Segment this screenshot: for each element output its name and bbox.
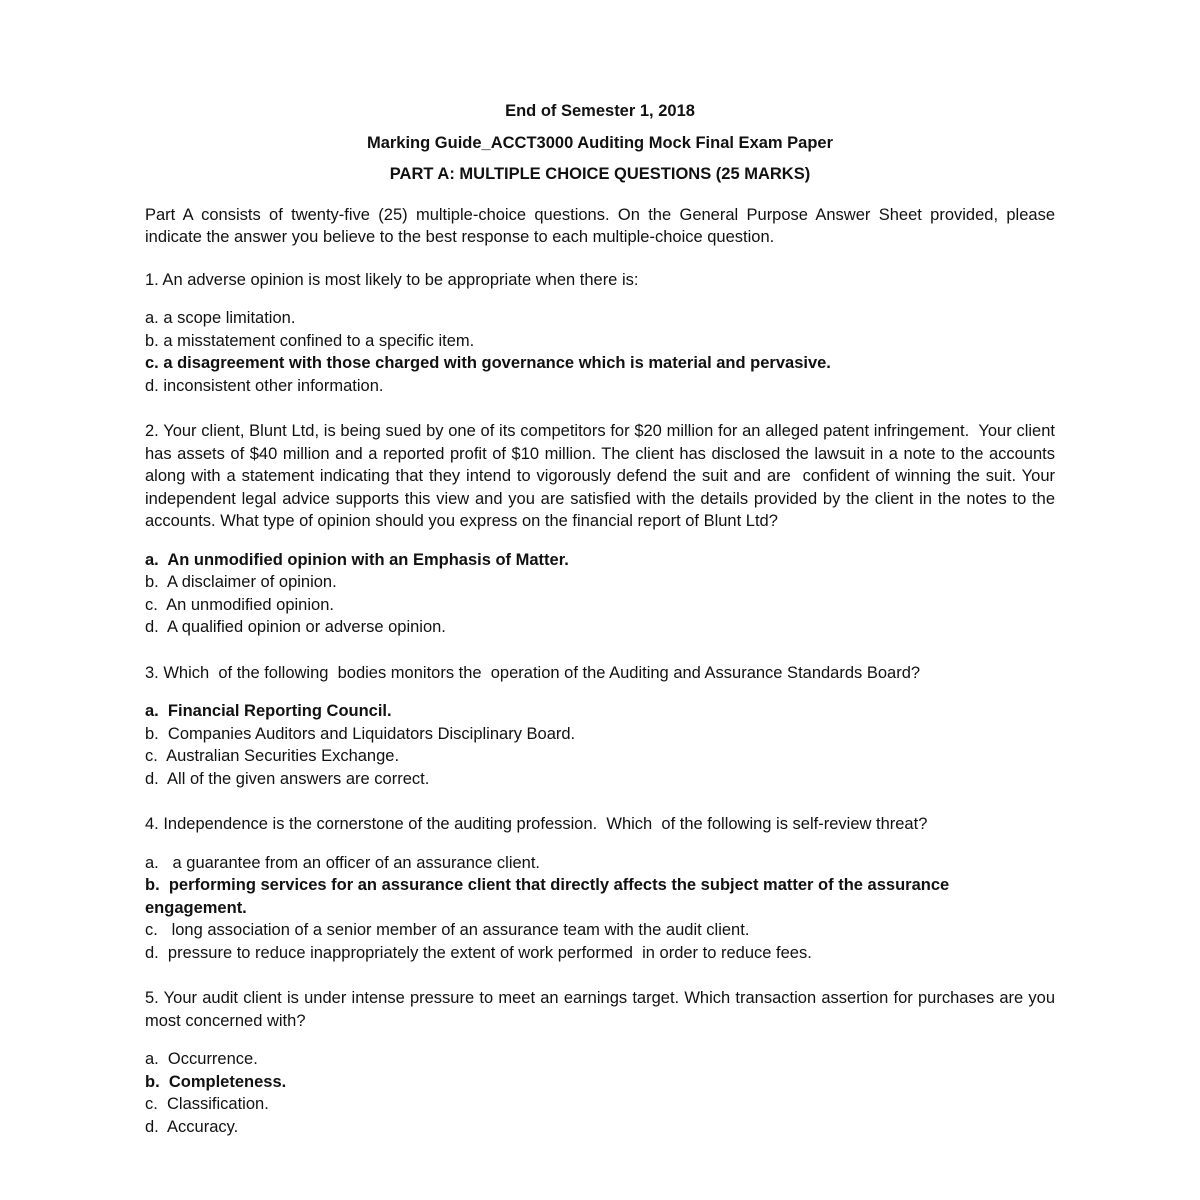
- document-date-heading: End of Semester 1, 2018: [505, 102, 695, 120]
- question-text: 1. An adverse opinion is most likely to be appropriate when there is:: [145, 270, 639, 289]
- answer-option: d. inconsistent other information.: [145, 376, 384, 395]
- answer-option: b. a misstatement confined to a specific item.: [145, 331, 475, 350]
- question-text: 3. Which of the following bodies monitors the operation of the Auditing and Assurance Standards Board?: [145, 663, 921, 682]
- options-list: [145, 852, 1055, 965]
- question-block: [145, 813, 1055, 964]
- answer-option: c. long association of a senior member of an assurance team with the audit client.: [145, 921, 750, 939]
- question-text: 5. Your audit client is under intense pressure to meet an earnings target. Which transaction assertion for purchases are you most concerned with?: [145, 989, 1060, 1030]
- question-text: 4. Independence is the cornerstone of the auditing profession. Which of the following is self-review threat?: [145, 815, 928, 833]
- document-header: [145, 100, 1055, 186]
- answer-option: c. a disagreement with those charged with governance which is material and pervasive.: [145, 354, 831, 372]
- options-list: [145, 1048, 1055, 1138]
- intro-paragraph: Part A consists of twenty-five (25) multiple-choice questions. On the General Purpose Answer Sheet provided, please indicate the answer you believe to the best response to each multiple-choice question.: [145, 205, 1060, 246]
- answer-option: a. Occurrence.: [145, 1050, 258, 1068]
- answer-option: a. Financial Reporting Council.: [145, 702, 392, 720]
- options-list: [145, 549, 1055, 639]
- answer-option: c. Classification.: [145, 1095, 269, 1113]
- answer-option: d. Accuracy.: [145, 1117, 239, 1136]
- answer-option: b. Completeness.: [145, 1072, 287, 1091]
- answer-option: c. An unmodified opinion.: [145, 595, 334, 614]
- document-title: Marking Guide_ACCT3000 Auditing Mock Final Exam Paper: [366, 133, 834, 152]
- section-heading: PART A: MULTIPLE CHOICE QUESTIONS (25 MARKS): [389, 165, 811, 183]
- answer-option: a. a guarantee from an officer of an assurance client.: [145, 853, 541, 872]
- answer-option: b. Companies Auditors and Liquidators Disciplinary Board.: [145, 724, 576, 743]
- answer-option: b. A disclaimer of opinion.: [145, 573, 337, 591]
- answer-option: d. All of the given answers are correct.: [145, 769, 430, 788]
- question-block: [145, 987, 1060, 1138]
- options-list: [145, 307, 1055, 397]
- answer-option: d. A qualified opinion or adverse opinion.: [145, 618, 446, 636]
- question-block: [145, 420, 1060, 639]
- answer-option: a. a scope limitation.: [145, 309, 296, 327]
- answer-option: c. Australian Securities Exchange.: [145, 747, 400, 765]
- question-text: 2. Your client, Blunt Ltd, is being sued by one of its competitors for $20 million for an alleged patent infringement. Your client has assets of $40 million and a reported profit of $10 million. The client has disclosed the lawsuit in a note to the accounts along with a statement indicating that they intend to vigorously defend the suit and are confident of winning the suit. Your independent legal advice supports this view and you are satisfied with the details provided by the client in the notes to the accounts. What type of opinion should you express on the financial report of Blunt Ltd?: [145, 422, 1060, 530]
- answer-option: a. An unmodified opinion with an Emphasis of Matter.: [145, 550, 569, 569]
- answer-option: d. pressure to reduce inappropriately the extent of work performed in order to reduce fees.: [145, 943, 812, 962]
- options-list: [145, 700, 1055, 790]
- answer-option: b. performing services for an assurance client that directly affects the subject matter of the assurance engagement.: [145, 876, 954, 917]
- question-block: [145, 662, 1055, 791]
- question-block: [145, 269, 1055, 398]
- questions-list: [145, 269, 1060, 1139]
